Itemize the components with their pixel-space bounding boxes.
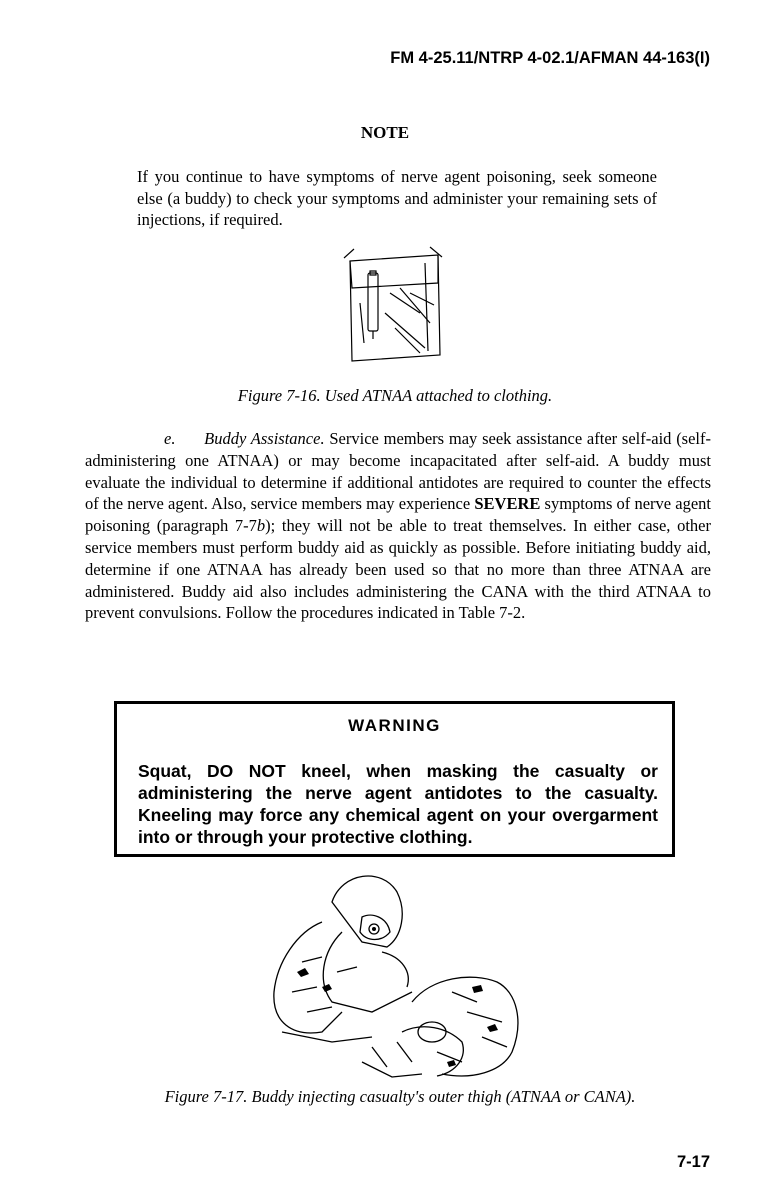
page-number: 7-17	[676, 1153, 710, 1171]
paragraph-heading: Buddy Assistance.	[204, 429, 325, 448]
warning-text: Squat, DO NOT kneel, when masking the casualty or administering the nerve agent antidotes to the casualty. Kneeling may force any chemical agent on your overgarment into or through your protective clothing.	[138, 761, 658, 847]
buddy-injection-illustration	[262, 862, 532, 1084]
paragraph-ref: b	[256, 516, 266, 536]
warning-box	[114, 701, 675, 857]
paragraph-text-1: Service members may seek assistance after self-aid (self-administering one ATNAA) or may become incapacitated after self-aid. A buddy must evaluate the individual to determine if additional antidotes are required to counter the effects of the nerve agent. Also, service members may experience	[85, 429, 712, 514]
figure-7-16-caption: Figure 7-16. Used ATNAA attached to clothing.	[237, 386, 553, 405]
paragraph-text-2: symptoms of nerve agent poisoning (paragraph 7-7	[85, 494, 712, 536]
warning-title: WARNING	[348, 716, 441, 735]
figure-7-17-caption: Figure 7-17. Buddy injecting casualty's outer thigh (ATNAA or CANA).	[164, 1087, 636, 1106]
buddy-assistance-paragraph	[85, 428, 711, 624]
note-text: If you continue to have symptoms of nerve agent poisoning, seek someone else (a buddy) to check your symptoms and administer your remaining sets of injections, if required.	[137, 167, 657, 229]
severe-emphasis: SEVERE	[474, 494, 541, 514]
used-atnaa-pocket-illustration	[330, 243, 450, 368]
note-title: NOTE	[360, 123, 410, 142]
paragraph-label: e.	[164, 429, 176, 448]
document-header: FM 4-25.11/NTRP 4-02.1/AFMAN 44-163(I)	[390, 49, 710, 67]
paragraph-text-3: ); they will not be able to treat themselves. In either case, other service members must perform buddy aid as quickly as possible. Before initiating buddy aid, determine if one ATNAA has already been used so that no more than three ATNAA are administered. Buddy aid also includes administering the CANA with the third ATNAA to prevent convulsions. Follow the procedures indicated in Table 7-2.	[85, 516, 711, 623]
